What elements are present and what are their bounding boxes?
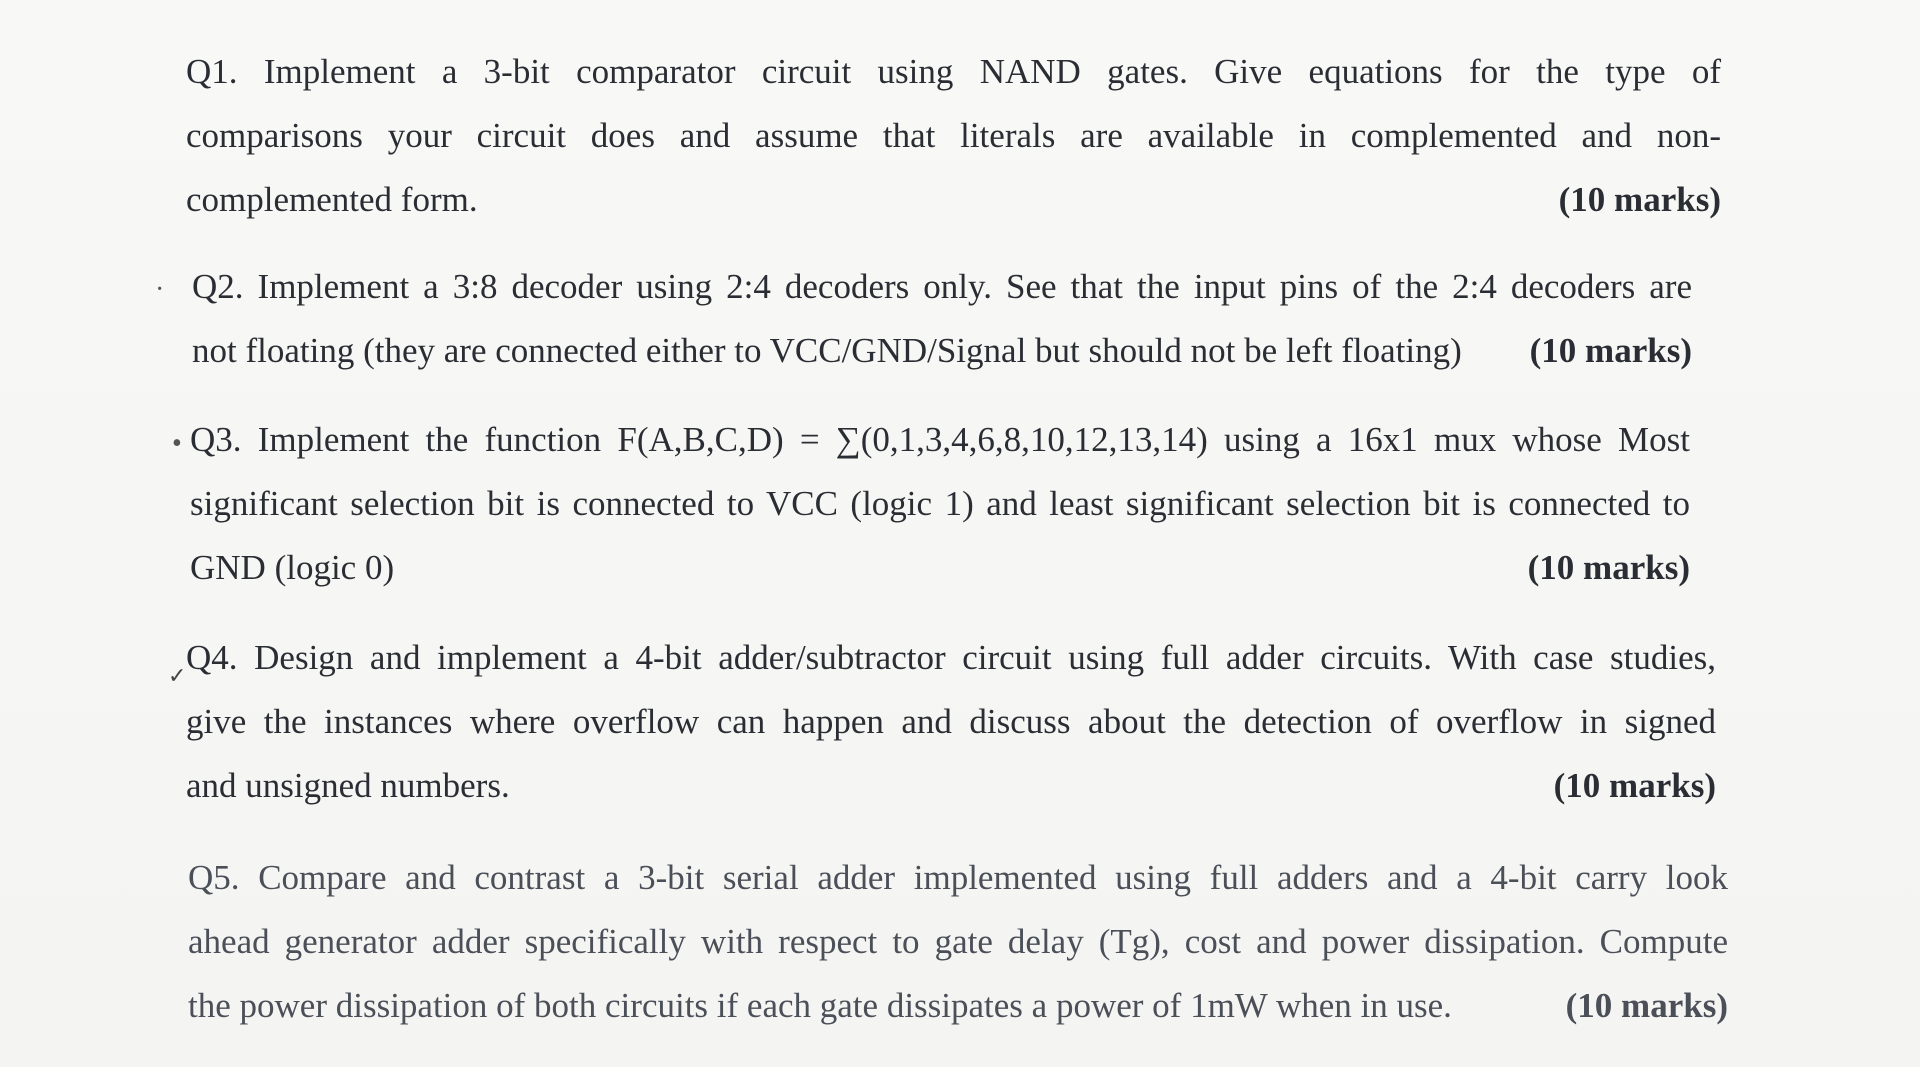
question-5 [188, 846, 1728, 1038]
question-4-marks: (10 marks) [1553, 766, 1716, 805]
question-4-line-2: give the instances where overflow can happen and discuss about the detection of overflow in signed [186, 702, 1716, 741]
bullet-mark-icon: • [172, 428, 182, 459]
question-3-last-row [190, 536, 1690, 600]
question-1-line-3: complemented form. [186, 180, 478, 219]
question-2 [192, 255, 1692, 383]
question-3-marks: (10 marks) [1527, 548, 1690, 587]
question-2-line-1: Q2. Implement a 3:8 decoder using 2:4 decoders only. See that the input pins of the 2:4 decoders are [192, 267, 1692, 306]
question-4 [186, 626, 1716, 818]
question-1-marks: (10 marks) [1558, 180, 1721, 219]
question-5-last-row [188, 974, 1728, 1038]
question-5-line-1: Q5. Compare and contrast a 3-bit serial adder implemented using full adders and a 4-bit carry look [188, 858, 1728, 897]
question-2-marks: (10 marks) [1529, 331, 1692, 370]
question-2-last-row [192, 319, 1692, 383]
question-3-line-2: significant selection bit is connected to VCC (logic 1) and least significant selection bit is connected to [190, 484, 1690, 523]
question-1-line-2: comparisons your circuit does and assume that literals are available in complemented and non- [186, 116, 1721, 155]
question-2-line-2: not floating (they are connected either to VCC/GND/Signal but should not be left floating) [192, 331, 1462, 370]
question-5-line-3: the power dissipation of both circuits if each gate dissipates a power of 1mW when in use. [188, 986, 1452, 1025]
bullet-mark-icon: · [155, 274, 165, 305]
question-5-line-2: ahead generator adder specifically with respect to gate delay (Tg), cost and power dissipation. Compute [188, 922, 1728, 961]
question-3-line-1: Q3. Implement the function F(A,B,C,D) = ∑(0,1,3,4,6,8,10,12,13,14) using a 16x1 mux whose Most [190, 420, 1690, 459]
question-3-line-3: GND (logic 0) [190, 548, 395, 587]
question-4-line-3: and unsigned numbers. [186, 766, 510, 805]
question-4-line-1: Q4. Design and implement a 4-bit adder/subtractor circuit using full adder circuits. With case studies, [186, 638, 1716, 677]
question-1 [186, 40, 1721, 232]
question-1-last-row [186, 168, 1721, 232]
question-1-line-1: Q1. Implement a 3-bit comparator circuit using NAND gates. Give equations for the type of [186, 52, 1721, 91]
question-3 [190, 408, 1690, 600]
question-5-marks: (10 marks) [1565, 986, 1728, 1025]
tick-mark-icon: ✓ [168, 663, 187, 688]
question-4-last-row [186, 754, 1716, 818]
